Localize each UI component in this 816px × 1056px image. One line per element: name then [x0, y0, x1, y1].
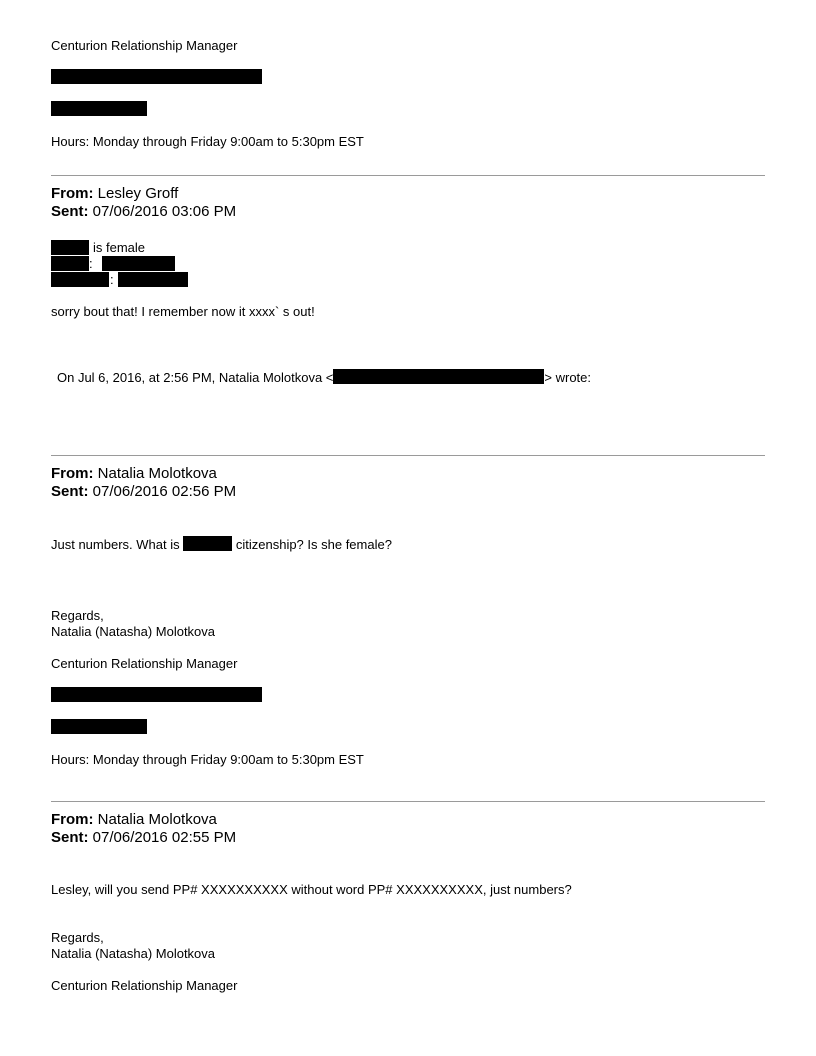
sent-value: 07/06/2016 03:06 PM — [92, 203, 237, 220]
from-line — [51, 465, 217, 483]
redaction-block — [102, 256, 175, 271]
signature-title: Centurion Relationship Manager — [51, 978, 238, 993]
redaction-block — [333, 369, 544, 384]
message-divider — [51, 455, 765, 456]
female-text: is female — [93, 240, 146, 255]
redaction-block — [51, 272, 109, 287]
signature-title: Centurion Relationship Manager — [51, 656, 238, 671]
regards-text: Regards, — [51, 930, 104, 945]
sent-line — [51, 829, 236, 847]
body-suffix: citizenship? Is she female? — [235, 537, 392, 552]
signature-hours: Hours: Monday through Friday 9:00am to 5:30pm EST — [51, 752, 364, 767]
message-body: Lesley, will you send PP# XXXXXXXXXX without word PP# XXXXXXXXXX, just numbers? — [51, 882, 572, 897]
from-label: From: — [51, 465, 94, 482]
message-divider — [51, 175, 765, 176]
from-name: Natalia Molotkova — [97, 465, 217, 482]
colon-text: : — [110, 272, 114, 287]
message-divider — [51, 801, 765, 802]
redaction-block — [51, 69, 262, 84]
from-line — [51, 185, 178, 203]
redaction-block — [51, 687, 262, 702]
redaction-block — [183, 536, 232, 551]
body-prefix: Just numbers. What is — [51, 537, 180, 552]
sent-line — [51, 483, 236, 501]
redaction-block — [51, 719, 147, 734]
sent-value: 07/06/2016 02:56 PM — [92, 483, 237, 500]
redaction-block — [51, 256, 89, 271]
colon-text: : — [89, 256, 93, 271]
signature-hours: Hours: Monday through Friday 9:00am to 5:30pm EST — [51, 134, 364, 149]
sender-full-name: Natalia (Natasha) Molotkova — [51, 624, 216, 639]
sent-label: Sent: — [51, 203, 89, 220]
message-body — [51, 536, 392, 552]
from-line — [51, 811, 217, 829]
message-body: sorry bout that! I remember now it xxxx` s out! — [51, 304, 315, 319]
sent-value: 07/06/2016 02:55 PM — [92, 829, 237, 846]
sent-label: Sent: — [51, 483, 89, 500]
regards-text: Regards, — [51, 608, 104, 623]
signature-title: Centurion Relationship Manager — [51, 38, 238, 53]
redaction-block — [118, 272, 188, 287]
from-name: Natalia Molotkova — [97, 811, 217, 828]
sent-label: Sent: — [51, 829, 89, 846]
sender-full-name: Natalia (Natasha) Molotkova — [51, 946, 216, 961]
quote-suffix: > wrote: — [544, 370, 592, 385]
sent-line — [51, 203, 236, 221]
quote-header — [57, 369, 591, 385]
from-name: Lesley Groff — [97, 185, 179, 202]
from-label: From: — [51, 185, 94, 202]
redaction-block — [51, 240, 89, 255]
redaction-block — [51, 101, 147, 116]
from-label: From: — [51, 811, 94, 828]
quote-prefix: On Jul 6, 2016, at 2:56 PM, Natalia Molotkova < — [57, 370, 334, 385]
